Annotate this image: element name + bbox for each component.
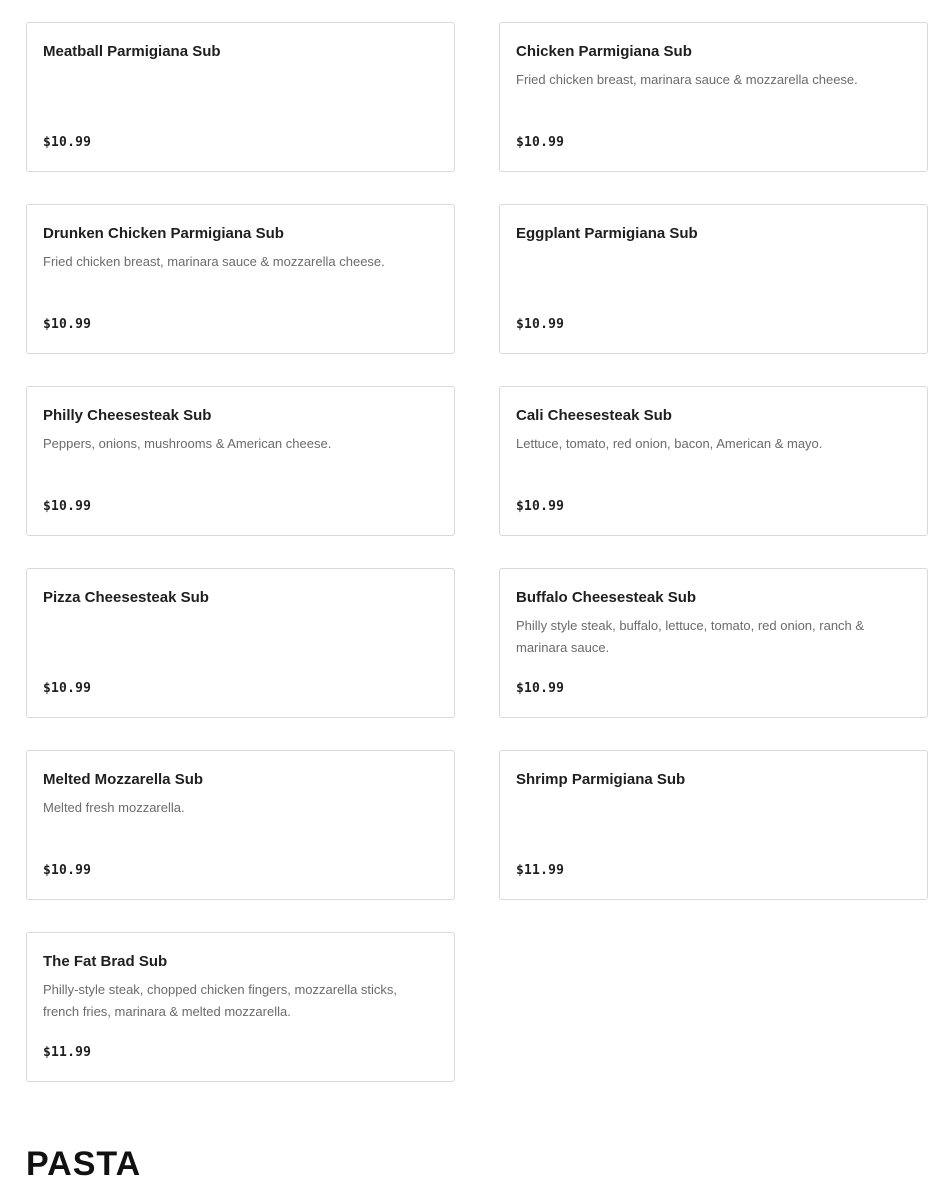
menu-item-name: Pizza Cheesesteak Sub <box>43 589 209 606</box>
menu-item-card[interactable] <box>26 22 455 172</box>
menu-item-name: The Fat Brad Sub <box>43 953 168 970</box>
menu-item-price: $10.99 <box>43 863 92 878</box>
menu-item-price: $11.99 <box>43 1045 92 1060</box>
menu-item-name: Drunken Chicken Parmigiana Sub <box>43 225 284 242</box>
menu-item-price: $10.99 <box>516 135 565 150</box>
menu-item-description: Lettuce, tomato, red onion, bacon, American & mayo. <box>516 436 823 451</box>
menu-item-card[interactable] <box>499 22 928 172</box>
menu-item-name: Eggplant Parmigiana Sub <box>516 225 698 242</box>
menu-item-grid <box>26 0 928 1082</box>
section-heading-pasta: PASTA <box>26 1145 142 1183</box>
menu-item-name: Shrimp Parmigiana Sub <box>516 771 686 788</box>
menu-item-name: Philly Cheesesteak Sub <box>43 407 212 424</box>
menu-item-description: Philly-style steak, chopped chicken fingers, mozzarella sticks, french fries, marinara & melted mozzarella. <box>43 982 398 1019</box>
menu-item-price: $10.99 <box>43 135 92 150</box>
menu-item-description: Melted fresh mozzarella. <box>43 800 185 815</box>
menu-item-price: $10.99 <box>516 681 565 696</box>
menu-item-name: Melted Mozzarella Sub <box>43 771 204 788</box>
menu-item-card[interactable] <box>499 386 928 536</box>
menu-item-name: Buffalo Cheesesteak Sub <box>516 589 697 606</box>
menu-item-price: $10.99 <box>43 499 92 514</box>
menu-item-card[interactable] <box>499 204 928 354</box>
menu-item-price: $10.99 <box>516 317 565 332</box>
menu-item-price: $11.99 <box>516 863 565 878</box>
menu-item-card[interactable] <box>499 568 928 718</box>
menu-item-price: $10.99 <box>43 681 92 696</box>
menu-item-name: Chicken Parmigiana Sub <box>516 43 692 60</box>
menu-item-description: Fried chicken breast, marinara sauce & mozzarella cheese. <box>43 254 385 269</box>
menu-item-card[interactable] <box>26 750 455 900</box>
menu-item-description: Fried chicken breast, marinara sauce & mozzarella cheese. <box>516 72 858 87</box>
menu-item-card[interactable] <box>26 568 455 718</box>
menu-item-card[interactable] <box>499 750 928 900</box>
menu-item-price: $10.99 <box>516 499 565 514</box>
menu-item-name: Cali Cheesesteak Sub <box>516 407 672 424</box>
menu-item-card[interactable] <box>26 204 455 354</box>
menu-item-card[interactable] <box>26 386 455 536</box>
menu-item-name: Meatball Parmigiana Sub <box>43 43 221 60</box>
menu-item-price: $10.99 <box>43 317 92 332</box>
menu-item-card[interactable] <box>26 932 455 1082</box>
menu-item-description: Philly style steak, buffalo, lettuce, tomato, red onion, ranch & marinara sauce. <box>516 618 865 655</box>
menu-item-description: Peppers, onions, mushrooms & American cheese. <box>43 436 332 451</box>
